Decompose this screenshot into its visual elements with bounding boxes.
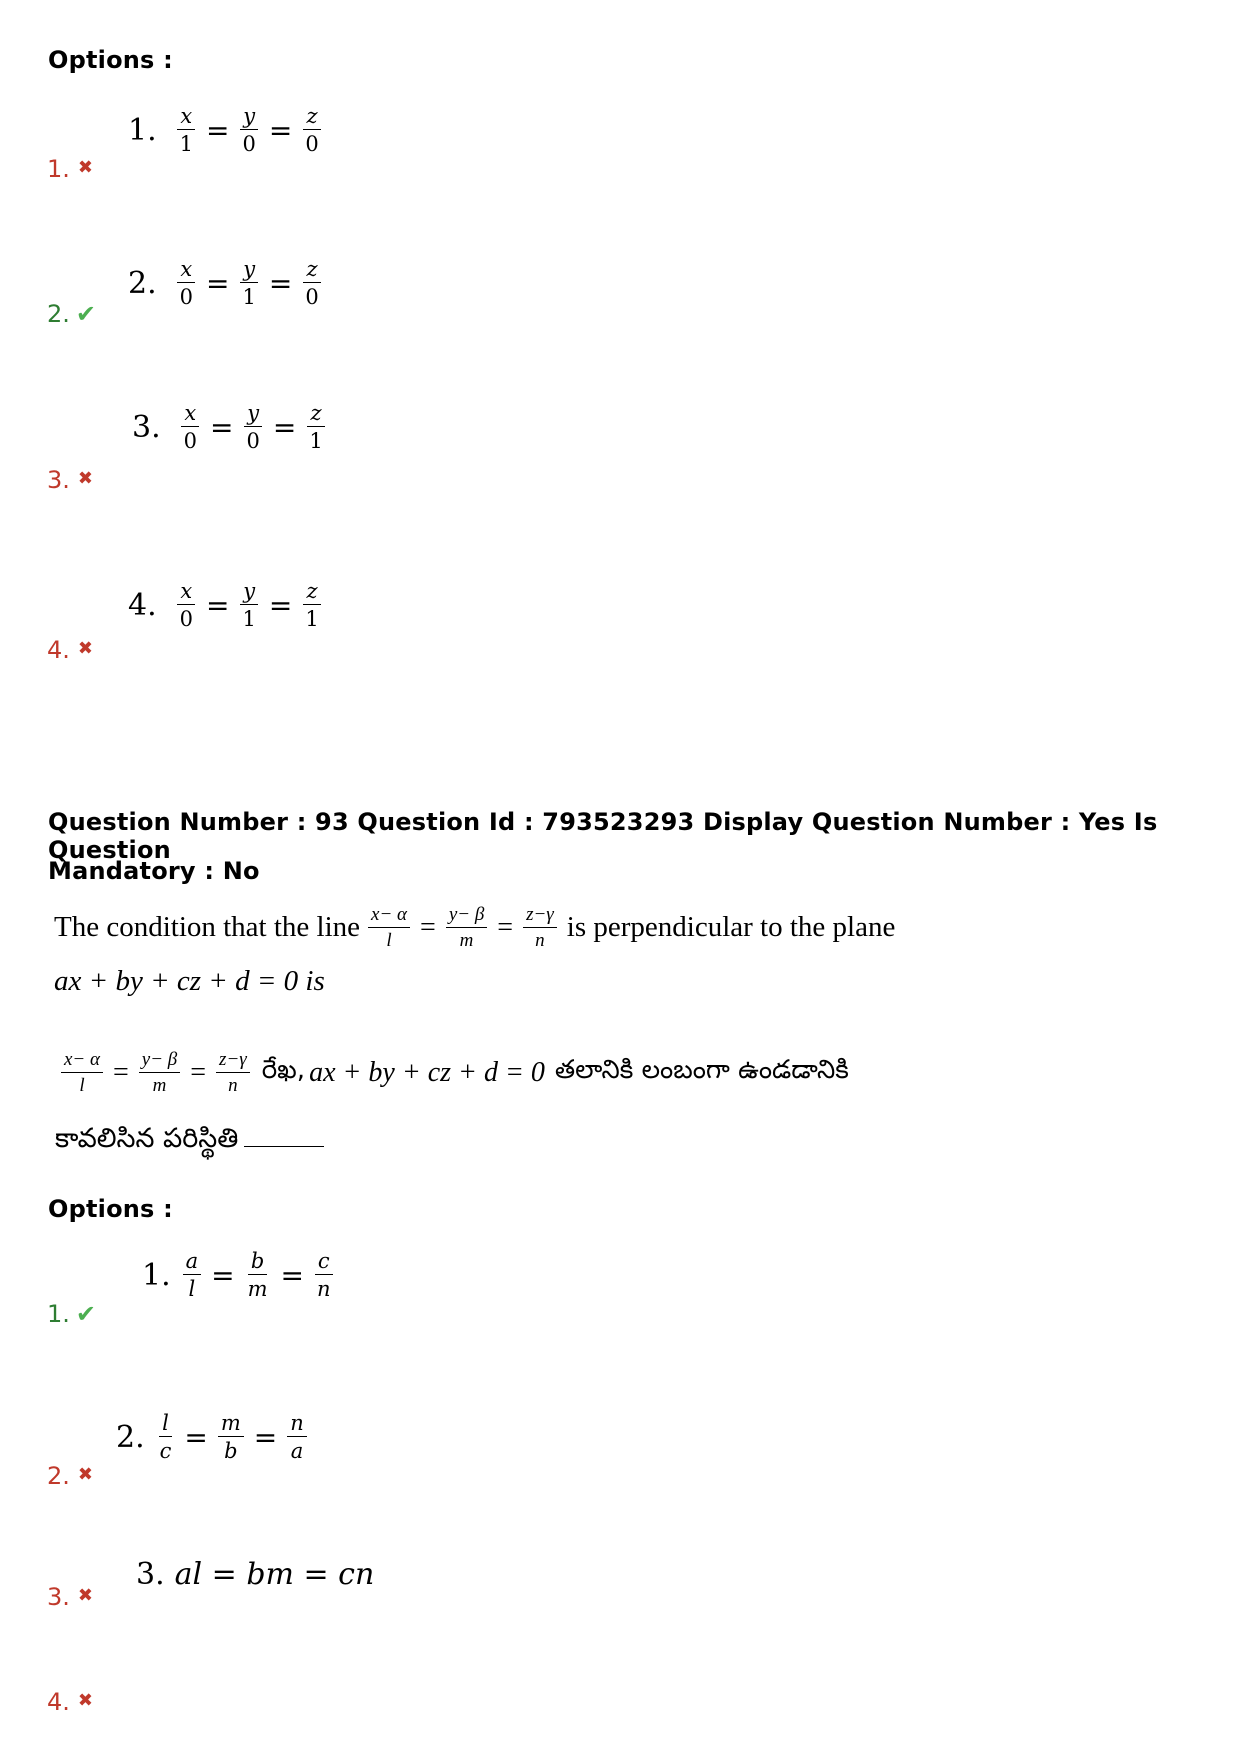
cross-icon: ✖ [77, 638, 93, 659]
question-stem-en: The condition that the line $\frac{x- \alpha}{l}$ = $\frac{y- \beta}{m}$ = $\frac{z-\gamma}{n}$ is perpendicular to the plane [54, 904, 896, 951]
option-formula-4: 4. $\frac{x}{0}$ = $\frac{y}{1}$ = $\frac{z}{1}$ [128, 579, 319, 632]
question-header-line1: Question Number : 93 Question Id : 793523293 Display Question Number : Yes Is Question [48, 808, 1158, 864]
cross-icon: ✖ [77, 1585, 93, 1606]
option-mark-3: 3. ✖ [47, 466, 93, 494]
option-formula-3: 3. $\frac{x}{0}$ = $\frac{y}{0}$ = $\frac{z}{1}$ [132, 401, 323, 454]
option-formula-1: 1. $\frac{a}{l}$ = $\frac{b}{m}$ = $\frac{c}{n}$ [142, 1250, 340, 1300]
option-mark-2: 2. ✖ [47, 1462, 93, 1490]
option-formula-1: 1. $\frac{x}{1}$ = $\frac{y}{0}$ = $\frac{z}{0}$ [128, 104, 319, 157]
question-stem-te: $\frac{x- \alpha}{l}$ = $\frac{y- \beta}{m}$ = $\frac{z-\gamma}{n}$ రేఖ, ax + by + cz + d = 0 తలానికి లంబంగా ఉండడానికి [55, 1050, 849, 1096]
answer-blank [244, 1122, 324, 1147]
question-stem-te-line2: కావలిసిన పరిస్థితి [55, 1122, 324, 1161]
cross-icon: ✖ [77, 157, 93, 178]
check-icon: ✔ [75, 300, 97, 328]
cross-icon: ✖ [77, 1690, 93, 1711]
option-mark-4: 4. ✖ [47, 1688, 93, 1716]
check-icon: ✔ [75, 1300, 97, 1328]
option-formula-3: 3. al = bm = cn [136, 1557, 375, 1592]
option-mark-4: 4. ✖ [47, 636, 93, 664]
option-formula-2: 2. $\frac{x}{0}$ = $\frac{y}{1}$ = $\frac{z}{0}$ [128, 257, 319, 310]
option-mark-2: 2. ✔ [47, 300, 97, 328]
question-stem-en-line2: ax + by + cz + d = 0 is [54, 965, 325, 997]
option-mark-3: 3. ✖ [47, 1583, 93, 1611]
question-header-line2: Mandatory : No [48, 857, 260, 885]
options-label: Options : [48, 46, 173, 74]
cross-icon: ✖ [77, 468, 93, 489]
option-mark-1: 1. ✔ [47, 1300, 97, 1328]
option-mark-1: 1. ✖ [47, 155, 93, 183]
options-label: Options : [48, 1195, 173, 1223]
cross-icon: ✖ [77, 1464, 93, 1485]
option-formula-2: 2. $\frac{l}{c}$ = $\frac{m}{b}$ = $\frac{n}{a}$ [116, 1412, 313, 1462]
